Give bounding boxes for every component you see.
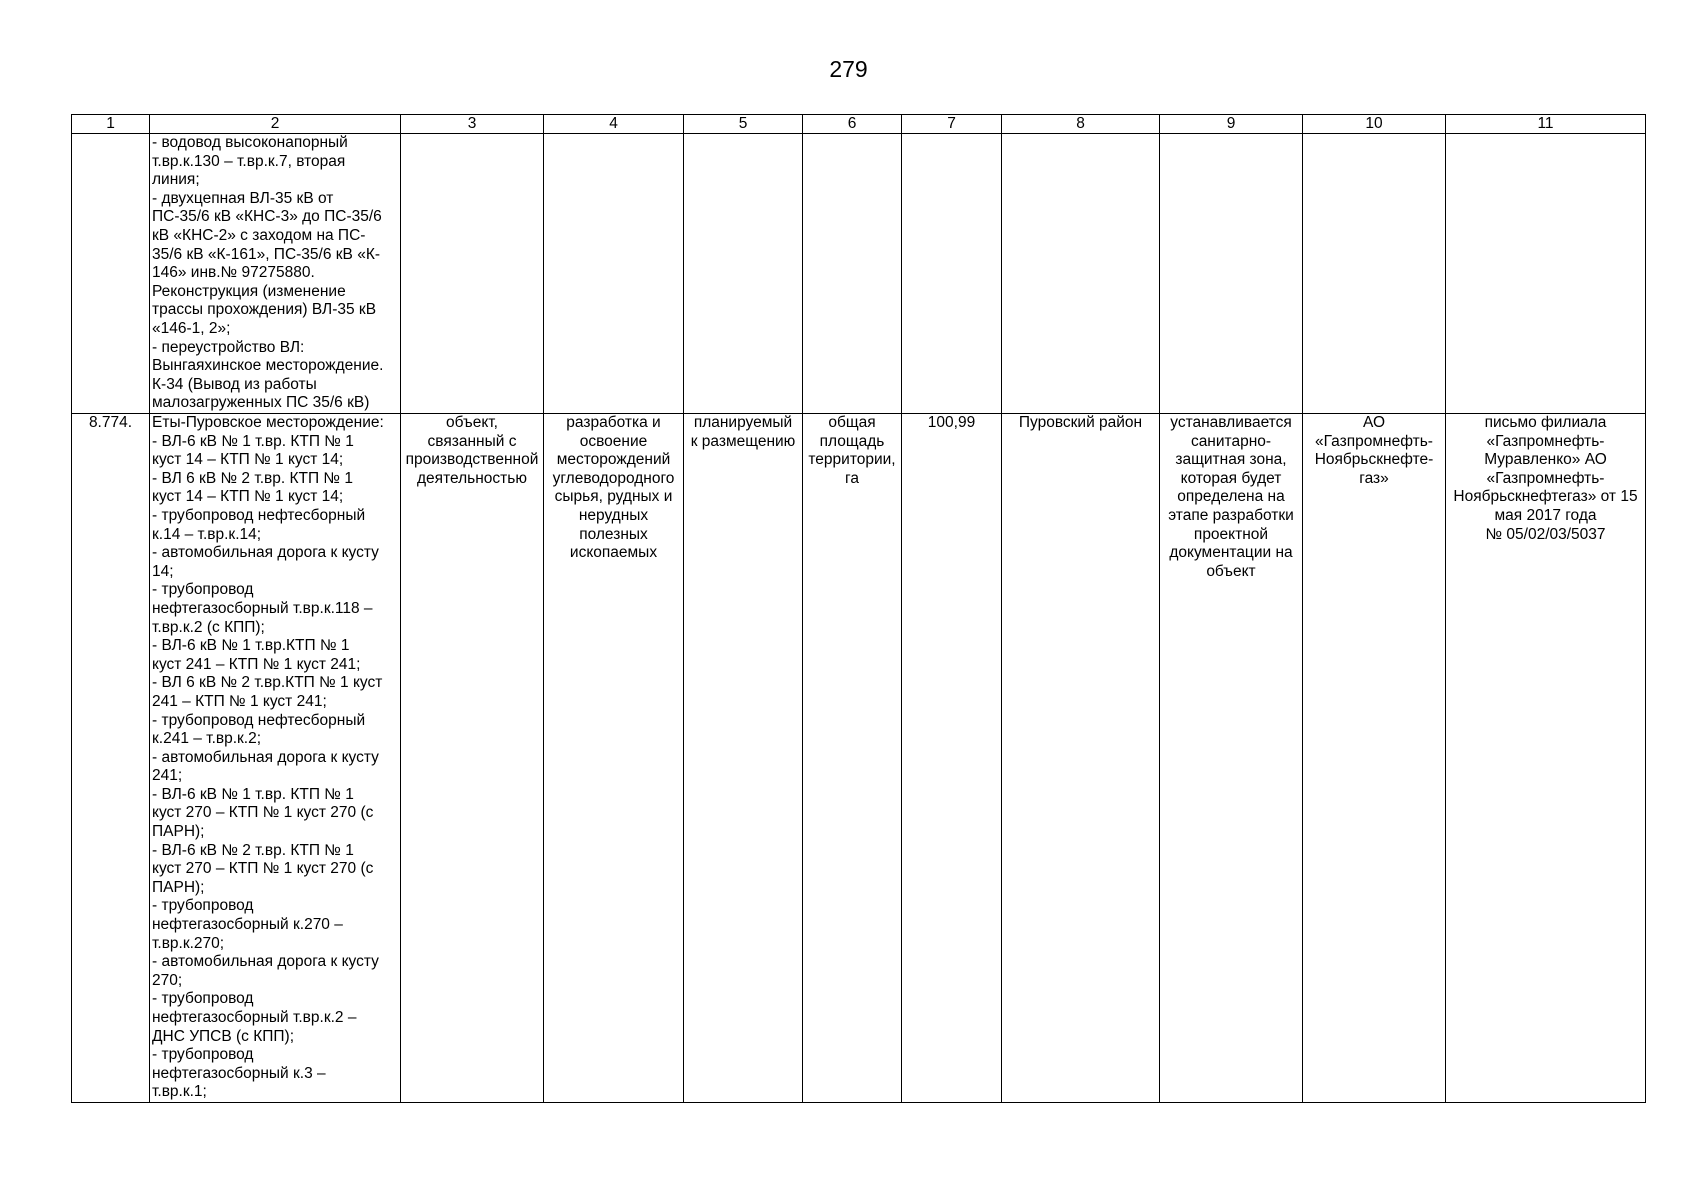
register-table — [71, 114, 1646, 1103]
cell-zone — [1160, 414, 1303, 1103]
cell-text-line: 35/6 кВ «К-161», ПС-35/6 кВ «К- — [152, 245, 381, 263]
column-header: 11 — [1446, 115, 1646, 134]
cell-text-line: - трубопровод — [152, 990, 254, 1008]
column-header: 1 — [72, 115, 150, 134]
cell-text-line: производственной — [405, 451, 539, 469]
cell-status — [684, 414, 803, 1103]
table-row-continuation — [72, 134, 1646, 414]
cell-text-line: которая будет — [1180, 469, 1282, 487]
cell-text-line: № 05/02/03/5037 — [1485, 525, 1606, 543]
cell-text-line: территории, — [808, 451, 896, 469]
cell-text-line: - автомобильная дорога к кусту — [152, 748, 379, 766]
cell-text-line: - автомобильная дорога к кусту — [152, 544, 379, 562]
cell-text-line: Муравленко» АО — [1484, 451, 1607, 469]
cell-text-line: т.вр.к.2 (с КПП); — [152, 618, 265, 636]
cell-text-line: сырья, рудных и — [554, 488, 673, 506]
cell-text-line: углеводородного — [552, 469, 675, 487]
cell-text-line: «Газпромнефть- — [1486, 469, 1605, 487]
cell-text-line: куст 14 – КТП № 1 куст 14; — [152, 451, 344, 469]
cell-text-line: нефтегазосборный к.270 – — [152, 916, 343, 934]
column-header: 10 — [1303, 115, 1446, 134]
cell-text-line: к.241 – т.вр.к.2; — [152, 730, 262, 748]
cell-text-line: - переустройство ВЛ: — [152, 338, 305, 356]
table-row — [72, 414, 1646, 1103]
cell-area-value: 100,99 — [902, 414, 1002, 1103]
cell-text-line: Еты-Пуровское месторождение: — [152, 414, 384, 431]
cell-empty — [544, 134, 684, 414]
cell-text-line: малозагруженных ПС 35/6 кВ) — [152, 394, 370, 412]
cell-text-line: газ» — [1359, 469, 1389, 487]
cell-empty — [803, 134, 902, 414]
cell-text-line: кВ «КНС-2» с заходом на ПС- — [152, 226, 366, 244]
column-header: 9 — [1160, 115, 1303, 134]
cell-text-line: «Газпромнефть- — [1486, 432, 1605, 450]
cell-text-line: линия; — [152, 171, 200, 189]
cell-text-line: к.14 – т.вр.к.14; — [152, 525, 262, 543]
page-number: 279 — [829, 56, 868, 82]
cell-text-line: «Газпромнефть- — [1315, 432, 1433, 450]
cell-text-line: К-34 (Вывод из работы — [152, 375, 317, 393]
cell-text-line: трассы прохождения) ВЛ-35 кВ — [152, 301, 377, 319]
cell-characteristic — [803, 414, 902, 1103]
cell-text-line: защитная зона, — [1175, 451, 1287, 469]
cell-text-line: проектной — [1193, 525, 1269, 543]
cell-text-line: куст 241 – КТП № 1 куст 241; — [152, 655, 361, 673]
cell-text-line: нефтегазосборный т.вр.к.118 – — [152, 599, 373, 617]
cell-text-line: определена на — [1177, 488, 1285, 506]
cell-object-description — [150, 134, 401, 414]
cell-text-line: Реконструкция (изменение — [152, 282, 346, 300]
cell-text-line: освоение — [579, 432, 648, 450]
cell-text-line: ПС-35/6 кВ «КНС-3» до ПС-35/6 — [152, 208, 382, 226]
cell-basis — [1446, 414, 1646, 1103]
cell-text-line: нерудных — [578, 506, 649, 524]
column-header: 5 — [684, 115, 803, 134]
cell-text-line: объект — [1206, 562, 1256, 580]
cell-text-line: - двухцепная ВЛ-35 кВ от — [152, 189, 334, 207]
cell-text-line: - ВЛ 6 кВ № 2 т.вр. КТП № 1 — [152, 469, 353, 487]
cell-text-line: площадь — [819, 432, 885, 450]
cell-text-line: к размещению — [690, 432, 796, 450]
cell-text-line: Ноябрьскнефтегаз» от 15 — [1453, 488, 1638, 506]
column-header: 4 — [544, 115, 684, 134]
column-header: 6 — [803, 115, 902, 134]
cell-text-line: нефтегазосборный т.вр.к.2 – — [152, 1009, 357, 1026]
cell-text-line: 270; — [152, 971, 183, 989]
cell-text-line: т.вр.к.130 – т.вр.к.7, вторая — [152, 152, 346, 170]
cell-text-line: га — [845, 469, 859, 487]
cell-text-line: документации на — [1169, 544, 1293, 562]
cell-text-line: устанавливается — [1170, 414, 1292, 431]
cell-text-line: связанный с — [427, 432, 517, 450]
cell-text-line: Вынгаяхинское месторождение. — [152, 357, 384, 375]
cell-text-line: 241; — [152, 767, 183, 785]
cell-text-line: - автомобильная дорога к кусту — [152, 953, 379, 971]
column-header: 2 — [150, 115, 401, 134]
cell-text-line: - ВЛ-6 кВ № 1 т.вр. КТП № 1 — [152, 785, 354, 803]
column-header: 8 — [1002, 115, 1160, 134]
cell-text-line: куст 270 – КТП № 1 куст 270 (с — [152, 860, 374, 878]
cell-text-line: АО — [1362, 414, 1386, 431]
cell-text-line: разработка и — [566, 414, 661, 431]
cell-empty — [902, 134, 1002, 414]
cell-text-line: этапе разработки — [1168, 506, 1294, 524]
cell-text-line: полезных — [579, 525, 648, 543]
cell-text-line: Ноябрьскнефте- — [1314, 451, 1434, 469]
cell-empty — [401, 134, 544, 414]
cell-text-line: - трубопровод — [152, 1046, 254, 1064]
cell-text-line: 241 – КТП № 1 куст 241; — [152, 692, 327, 710]
cell-text-line: ДНС УПСВ (с КПП); — [152, 1027, 295, 1045]
cell-organization — [1303, 414, 1446, 1103]
cell-text-line: деятельностью — [417, 469, 527, 487]
cell-text-line: письмо филиала — [1484, 414, 1607, 431]
cell-text-line: «146-1, 2»; — [152, 319, 231, 337]
cell-text-line: - трубопровод — [152, 897, 254, 915]
cell-empty — [1303, 134, 1446, 414]
cell-text-line: санитарно- — [1190, 432, 1272, 450]
cell-object-type — [401, 414, 544, 1103]
cell-number: 8.774. — [72, 414, 150, 1103]
cell-number — [72, 134, 150, 414]
cell-text-line: объект, — [446, 414, 498, 431]
cell-text-line: нефтегазосборный к.3 – — [152, 1064, 326, 1082]
cell-text-line: общая — [828, 414, 876, 431]
column-header: 3 — [401, 115, 544, 134]
column-header: 7 — [902, 115, 1002, 134]
cell-text-line: планируемый — [693, 414, 793, 431]
cell-empty — [1160, 134, 1303, 414]
cell-text-line: ПАРН); — [152, 878, 205, 896]
cell-text-line: - ВЛ 6 кВ № 2 т.вр.КТП № 1 куст — [152, 674, 383, 692]
cell-text-line: 14; — [152, 562, 174, 580]
cell-text-line: - ВЛ-6 кВ № 1 т.вр.КТП № 1 — [152, 637, 350, 655]
cell-text-line: - ВЛ-6 кВ № 2 т.вр. КТП № 1 — [152, 841, 354, 859]
cell-text-line: месторождений — [556, 451, 671, 469]
cell-text-line: куст 270 – КТП № 1 куст 270 (с — [152, 804, 374, 822]
header-row — [72, 115, 1646, 134]
cell-text-line: 146» инв.№ 97275880. — [152, 264, 315, 282]
cell-location: Пуровский район — [1002, 414, 1160, 1103]
cell-text-line: - трубопровод — [152, 581, 254, 599]
cell-text-line: ископаемых — [569, 544, 658, 562]
cell-text-line: куст 14 – КТП № 1 куст 14; — [152, 488, 344, 506]
cell-purpose — [544, 414, 684, 1103]
cell-empty — [1002, 134, 1160, 414]
cell-text-line: т.вр.к.1; — [152, 1083, 207, 1101]
cell-text-line: - трубопровод нефтесборный — [152, 711, 366, 729]
cell-text-line: - водовод высоконапорный — [152, 134, 348, 151]
cell-empty — [1446, 134, 1646, 414]
cell-empty — [684, 134, 803, 414]
cell-text-line: ПАРН); — [152, 823, 205, 841]
cell-text-line: - трубопровод нефтесборный — [152, 506, 366, 524]
cell-object-description — [150, 414, 401, 1103]
cell-text-line: мая 2017 года — [1494, 506, 1597, 524]
cell-text-line: - ВЛ-6 кВ № 1 т.вр. КТП № 1 — [152, 432, 354, 450]
cell-text-line: т.вр.к.270; — [152, 934, 225, 952]
